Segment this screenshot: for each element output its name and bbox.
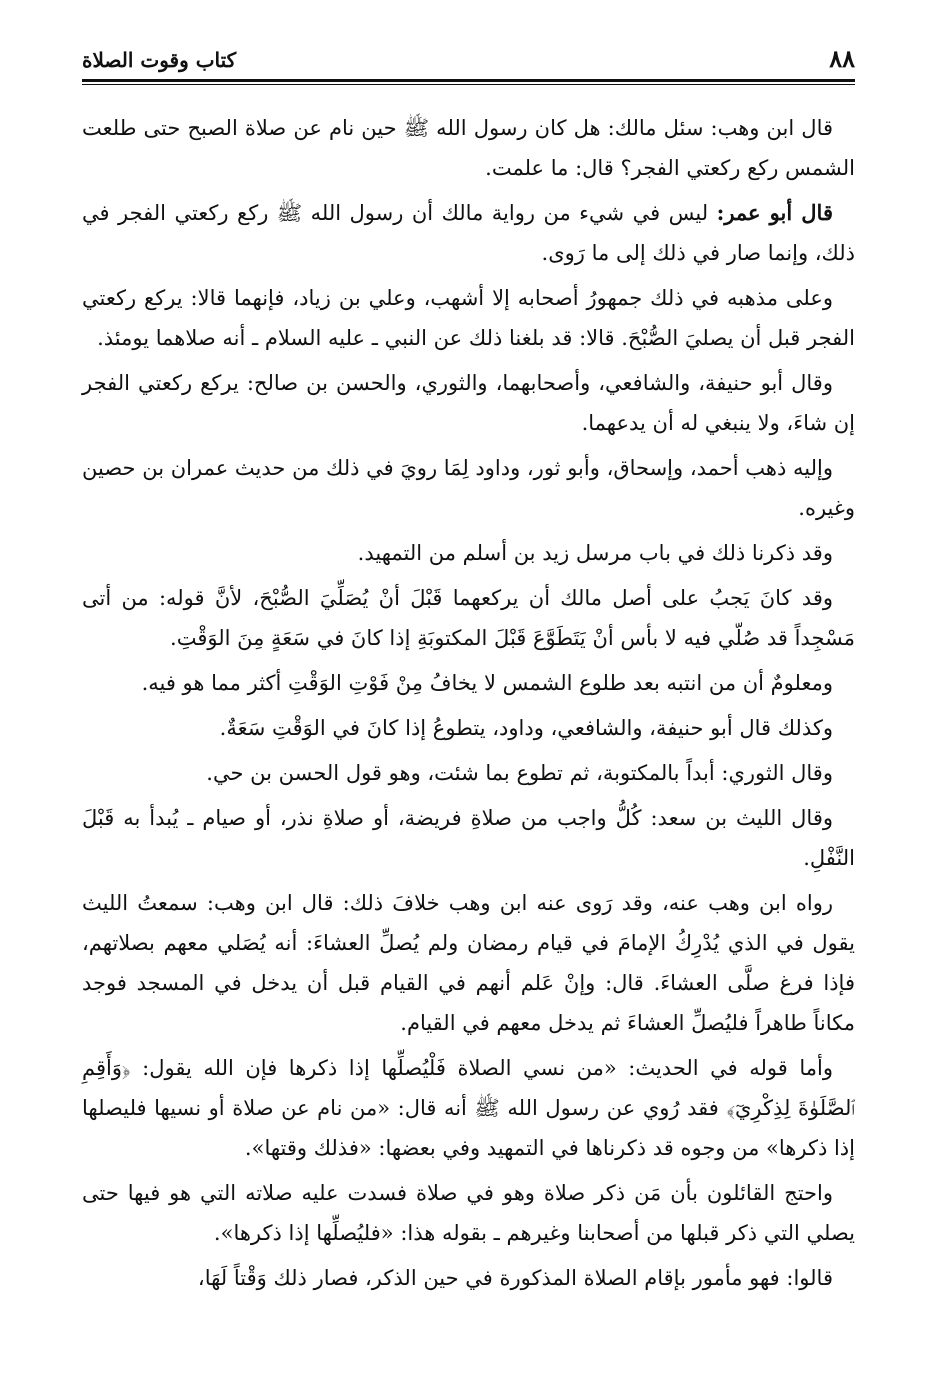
- paragraph: وقد ذكرنا ذلك في باب مرسل زيد بن أسلم من التمهيد.: [357, 541, 833, 565]
- paragraph: واحتج القائلون بأن مَن ذكر صلاة وهو في صلاة فسدت عليه صلاته التي هو فيها حتى يصلي التي ذكر قبلها من أصحابنا وغيرهم ـ بقوله هذا: «فليُصلِّها إذا ذكرها».: [82, 1181, 855, 1245]
- paragraph: قالوا: فهو مأمور بإقام الصلاة المذكورة في حين الذكر، فصار ذلك وَقْتاً لَهَا،: [197, 1266, 833, 1290]
- paragraph: وأما قوله في الحديث: «من نسي الصلاة فَلْيُصلِّها إذا ذكرها فإن الله يقول: ﴿وَأَقِمِ ٱلصَّلَوٰةَ لِذِكْرِيٓ﴾ فقد رُوي عن رسول الله ﷺ أنه قال: «من نام عن صلاة أو نسيها فليصلها إذا ذكرها» من وجوه قد ذكرناها في التمهيد وفي بعضها: «فذلك وقتها».: [82, 1056, 855, 1160]
- paragraph: قال أبو عمر: ليس في شيء من رواية مالك أن رسول الله ﷺ ركع ركعتي الفجر في ذلك، وإنما صار في ذلك إلى ما رَوى.: [82, 200, 855, 265]
- page-body: [82, 108, 855, 1303]
- paragraph: قال ابن وهب: سئل مالك: هل كان رسول الله ﷺ حين نام عن صلاة الصبح حتى طلعت الشمس ركع ركعتي الفجر؟ قال: ما علمت.: [82, 116, 855, 180]
- header-rule-thin: [82, 84, 855, 85]
- paragraph: رواه ابن وهب عنه، وقد رَوى عنه ابن وهب خلافَ ذلك: قال ابن وهب: سمعتُ الليث يقول في الذي يُدْرِكُ الإمامَ في قيام رمضان ولم يُصلِّ العشاءَ: أنه يُصَلي معهم بصلاتهم، فإذا فرغ صلَّى العشاءَ. قال: وإنْ عَلم أنهم في القيام قبل أن يدخل في المسجد فوجد مكاناً طاهراً فليُصلِّ العشاءَ ثم يدخل معهم في القيام.: [82, 891, 855, 1035]
- paragraph: وقال أبو حنيفة، والشافعي، وأصحابهما، والثوري، والحسن بن صالح: يركع ركعتي الفجر إن شاءَ، ولا ينبغي له أن يدعهما.: [82, 371, 855, 435]
- paragraph: وقال الثوري: أبداً بالمكتوبة، ثم تطوع بما شئت، وهو قول الحسن بن حي.: [206, 761, 833, 785]
- page-header: [82, 42, 855, 76]
- paragraph: وقال الليث بن سعد: كُلُّ واجب من صلاةِ فريضة، أو صلاةِ نذر، أو صيام ـ يُبدأ به قَبْلَ النَّفْلِ.: [82, 806, 855, 870]
- running-title: كتاب وقوت الصلاة: [82, 48, 237, 72]
- paragraph: وكذلك قال أبو حنيفة، والشافعي، وداود، يتطوعُ إذا كانَ في الوَقْتِ سَعَةٌ.: [219, 716, 833, 740]
- page-number: ٨٨: [829, 44, 855, 73]
- paragraph: وإليه ذهب أحمد، وإسحاق، وأبو ثور، وداود لِمَا رويَ في ذلك من حديث عمران بن حصين وغيره.: [82, 456, 855, 520]
- header-rule: [82, 79, 855, 82]
- paragraph: وعلى مذهبه في ذلك جمهورُ أصحابه إلا أشهب، وعلي بن زياد، فإنهما قالا: يركع ركعتي الفجر قبل أن يصليَ الصُّبْحَ. قالا: قد بلغنا ذلك عن النبي ـ عليه السلام ـ أنه صلاهما يومئذ.: [82, 286, 855, 350]
- paragraph: ومعلومٌ أن من انتبه بعد طلوع الشمس لا يخافُ مِنْ فَوْتِ الوَقْتِ أكثر مما هو فيه.: [141, 671, 833, 695]
- paragraph: وقد كانَ يَجبُ على أصل مالك أن يركعهما قَبْلَ أنْ يُصَلِّيَ الصُّبْحَ، لأنَّ قوله: من أتى مَسْجِداً قد صُلّي فيه لا بأس أنْ يَتَطَوَّعَ قَبْلَ المكتوبَةِ إذا كانَ في سَعَةٍ مِنَ الوَقْتِ.: [82, 586, 855, 650]
